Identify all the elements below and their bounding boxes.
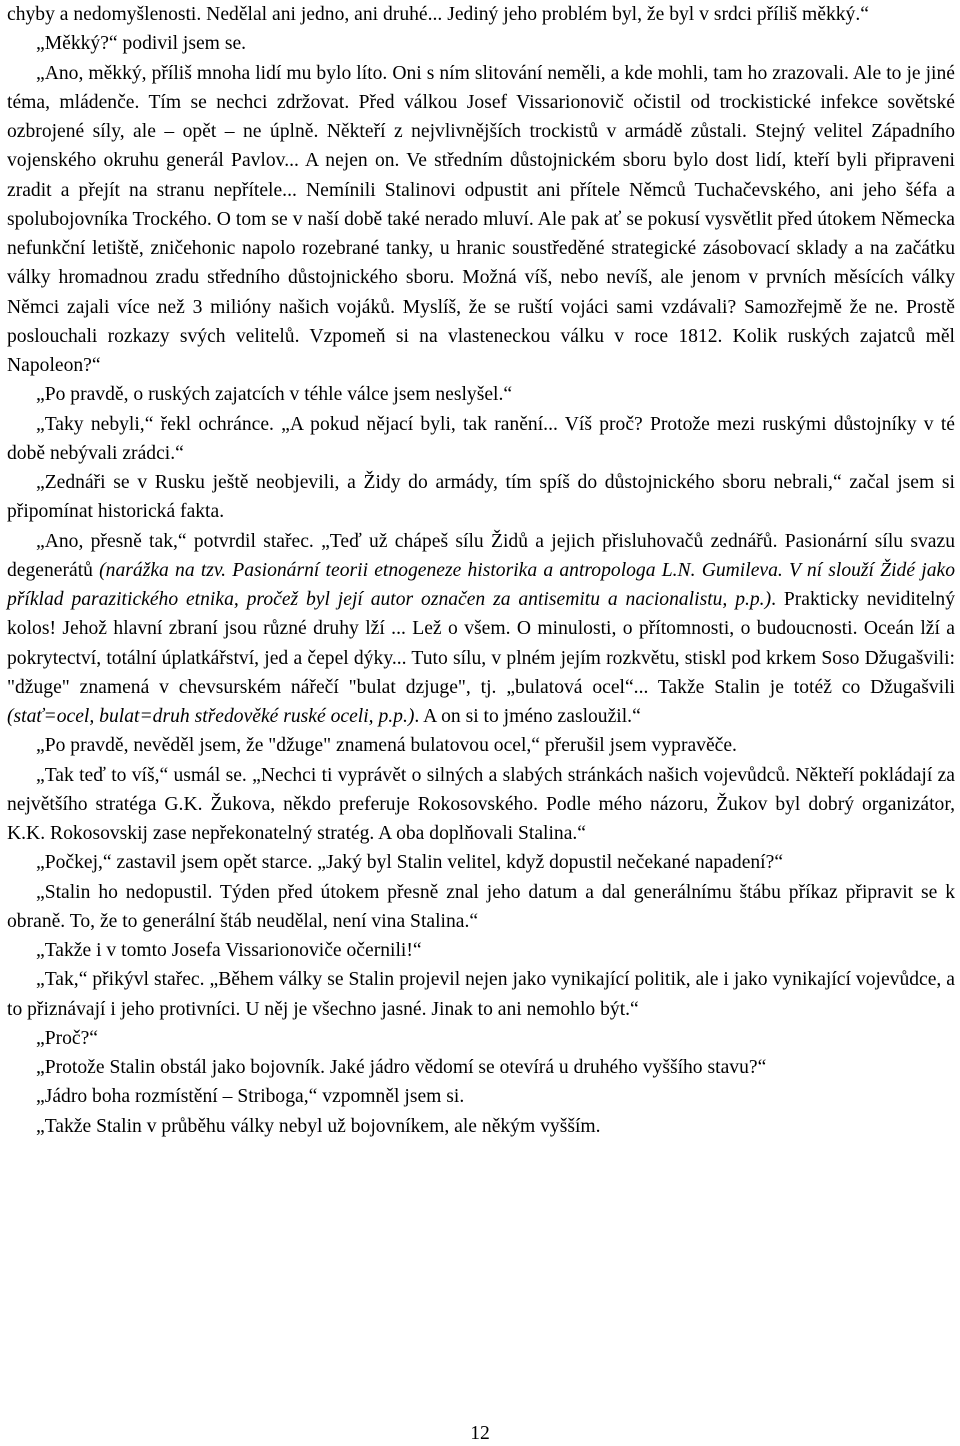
page-number: 12 <box>470 1423 490 1444</box>
text-segment: „Měkký?“ podivil jsem se. <box>36 33 247 55</box>
paragraph <box>7 965 955 1024</box>
paragraph <box>7 731 955 760</box>
text-segment: . A on si to jméno zasloužil.“ <box>414 706 641 727</box>
text-segment: „Tak teď to víš,“ usmál se. „Nechci ti vyprávět o silných a slabých stránkách našich vojevůdců. Někteří pokládají za největšího stratéga G.K. Žukova, někdo preferuje Rokosovského. Podle mého názoru, Žukov byl dobrý organizátor, K.K. Rokosovskij zase nepřekonatelný stratég. A oba doplňovali Stalina.“ <box>7 764 955 844</box>
text-segment: „Tak,“ přikývl stařec. „Během války se Stalin projevil nejen jako vynikající politik, ale i jako vynikající vojevůdce, a to přiznávají i jeho protivníci. U něj je všechno jasné. Jinak to ani nemohlo být.“ <box>7 969 955 1020</box>
text-segment: „Takže i v tomto Josefa Vissarionoviče očernili!“ <box>36 940 422 961</box>
paragraph <box>7 1053 955 1082</box>
italic-note: (stať=ocel, bulat=druh středověké ruské oceli, p.p.) <box>7 706 415 727</box>
text-segment: . Prakticky neviditelný kolos! Jehož hlavní zbraní jsou různé druhy lží ... Lež o všem. O minulosti, o přítomnosti, o budoucnosti. Oceán lží a pokrytectví, totální úplatkářství, jed a čepel dýky... Tuto sílu, v plném jejím rozkvětu, stiskl pod krkem Soso Džugašvili: "džuge" znamená v chevsurském nářečí "bulat dzjuge", tj. „bulatová ocel“... Takže Stalin je totéž co Džugašvili <box>7 589 956 698</box>
paragraph <box>7 410 955 469</box>
text-segment: „Takže Stalin v průběhu války nebyl už bojovníkem, ale někým vyšším. <box>36 1115 601 1137</box>
text-segment: „Proč?“ <box>36 1027 99 1049</box>
text-segment: „Po pravdě, nevěděl jsem, že "džuge" znamená bulatovou ocel,“ přerušil jsem vypravěče. <box>36 735 737 757</box>
paragraph <box>7 468 955 527</box>
text-segment: „Stalin ho nedopustil. Týden před útokem přesně znal jeho datum a dal generálnímu štábu příkaz připravit se k obraně. To, že to generální štáb neudělal, není vina Stalina.“ <box>7 881 955 932</box>
italic-note: (narážka na tzv. Pasionární teorii etnogeneze historika a antropologa L.N. Gumileva. V ní slouží Židé jako příklad parazitického etnika, pročež byl její autor označen za antisemitu a nacionalistu, p.p.) <box>7 559 955 610</box>
text-segment: „Zednáři se v Rusku ještě neobjevili, a Židy do armády, tím spíš do důstojnického sboru nebrali,“ začal jsem si připomínat historická fakta. <box>7 472 955 523</box>
paragraph <box>7 848 955 877</box>
paragraph <box>7 29 955 58</box>
text-segment: „Protože Stalin obstál jako bojovník. Jaké jádro vědomí se otevírá u druhého vyššího stavu?“ <box>36 1057 767 1078</box>
text-segment: „Taky nebyli,“ řekl ochránce. „A pokud nějací byli, tak ranění... Víš proč? Protože mezi ruskými důstojníky v té době nebývali zrádci.“ <box>7 413 955 464</box>
paragraph <box>7 0 955 29</box>
paragraph <box>7 527 955 732</box>
text-segment: „Ano, měkký, příliš mnoha lidí mu bylo líto. Oni s ním slitování neměli, a kde mohli, tam ho zrazovali. Ale to je jiné téma, mládenče. Tím se nechci zdržovat. Před válkou Josef Vissarionovič očistil od trockistické infekce sovětské ozbrojené síly, ale – opět – ne úplně. Někteří z nejvlivnějších trockistů v armádě zůstali. Stejný velitel Západního vojenského okruhu generál Pavlov... A nejen on. Ve středním důstojnickém sboru bylo dost lidí, kteří byli připraveni zradit a přejít na stranu nepřítele... Nemínili Stalinovi odpustit ani přítele Němců Tuchačevského, ani jeho šéfa a spolubojovníka Trockého. O tom se v naší době také nerado mluví. Ale pak ať se pokusí vysvětlit před útokem Německa nefunkční letiště, zničehonic napolo rozebrané tanky, u hranic soustředěné strategické zásobovací sklady a na začátku války hromadnou zradu středního důstojnického sboru. Možná víš, nebo nevíš, ale jenom v prvních měsících války Němci zajali více než 3 milióny našich vojáků. Myslíš, že se ruští vojáci sami vzdávali? Samozřejmě že ne. Prostě poslouchali rozkazy svých velitelů. Vzpomeň si na vlasteneckou válku v roce 1812. Kolik ruských zajatců měl Napoleon?“ <box>7 62 955 376</box>
paragraph <box>7 1112 955 1141</box>
text-segment: „Po pravdě, o ruských zajatcích v téhle válce jsem neslyšel.“ <box>36 384 513 406</box>
text-segment: „Jádro boha rozmístění – Striboga,“ vzpomněl jsem si. <box>36 1086 465 1108</box>
document-page <box>7 0 955 1141</box>
paragraph <box>7 380 955 409</box>
paragraph <box>7 1082 955 1111</box>
paragraph <box>7 936 955 965</box>
paragraph <box>7 878 955 937</box>
text-segment: „Ano, přesně tak,“ potvrdil stařec. „Teď už chápeš sílu Židů a jejich přisluhovačů zednářů. Pasionární sílu svazu degenerátů <box>7 530 955 581</box>
paragraph <box>7 761 955 849</box>
paragraph <box>7 59 955 381</box>
text-segment: „Počkej,“ zastavil jsem opět starce. „Jaký byl Stalin velitel, když dopustil nečekané napadení?“ <box>36 852 784 874</box>
paragraph <box>7 1024 955 1053</box>
text-segment: chyby a nedomyšlenosti. Nedělal ani jedno, ani druhé... Jediný jeho problém byl, že byl v srdci příliš měkký.“ <box>7 4 869 25</box>
